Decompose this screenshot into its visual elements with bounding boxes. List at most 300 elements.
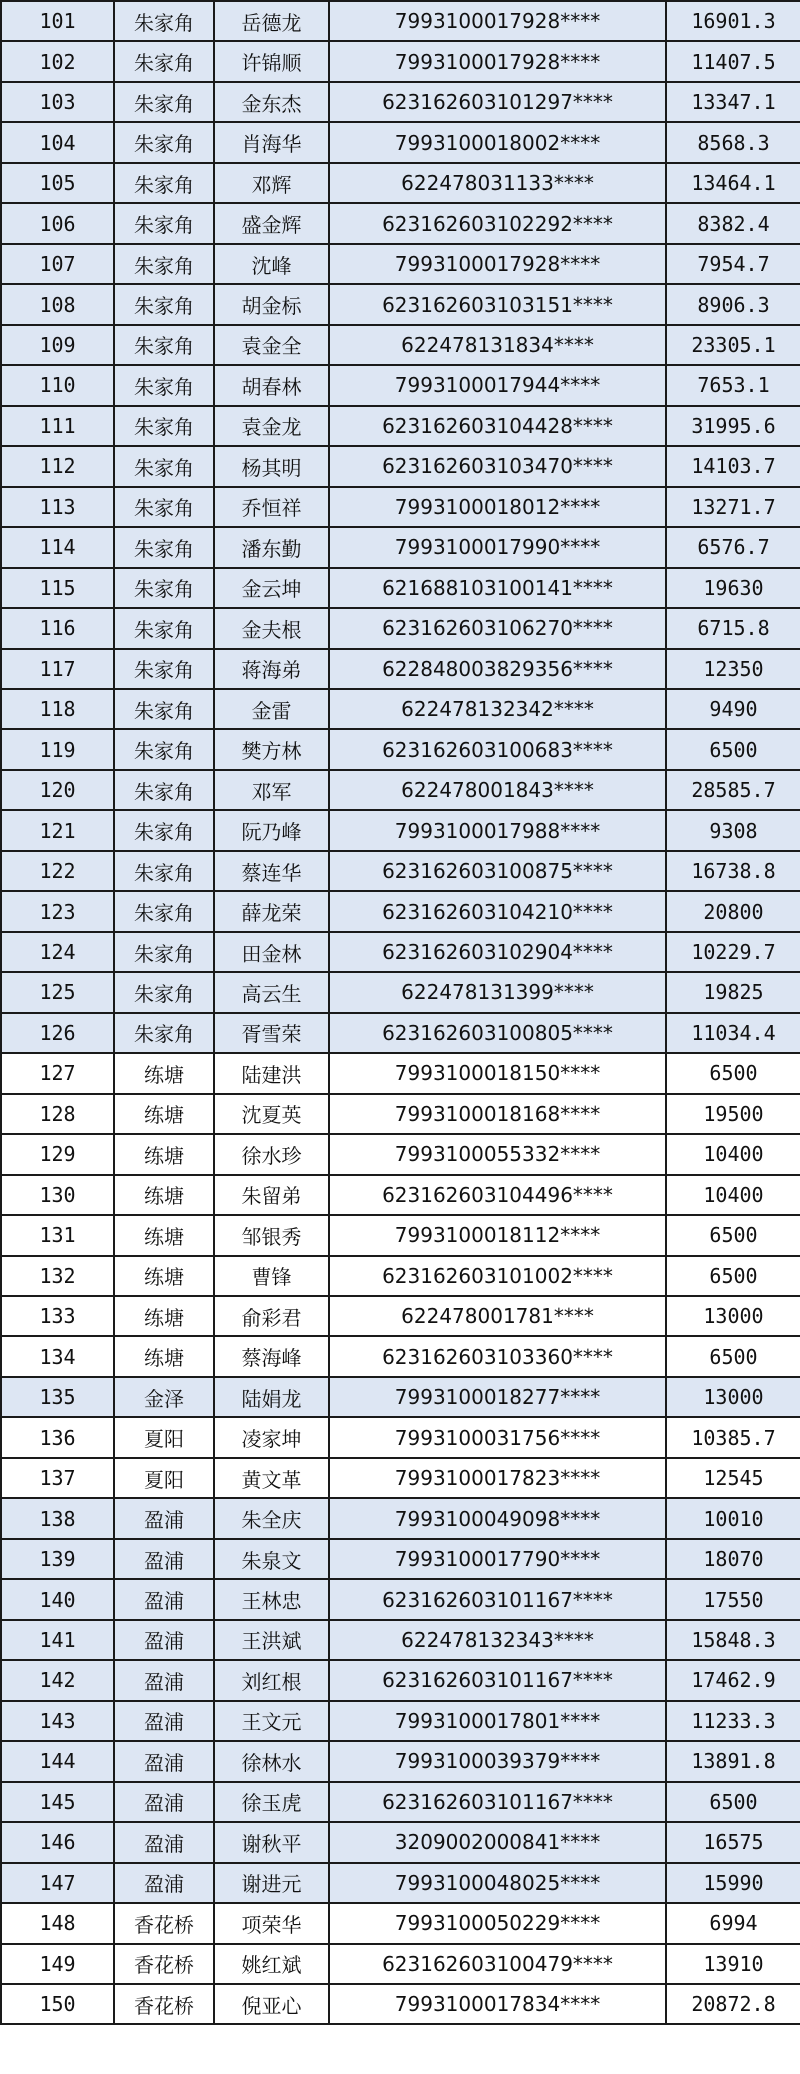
table-row <box>1 1256 800 1296</box>
name-cell: 黄文革 <box>214 1458 329 1498</box>
area-cell: 朱家角 <box>114 487 214 527</box>
amount-cell: 18070 <box>666 1539 800 1579</box>
row-number-cell: 116 <box>1 608 114 648</box>
table-row <box>1 122 800 162</box>
area-cell: 盈浦 <box>114 1579 214 1619</box>
area-cell: 练塘 <box>114 1094 214 1134</box>
table-row <box>1 1175 800 1215</box>
amount-cell: 6500 <box>666 1336 800 1376</box>
name-cell: 薛龙荣 <box>214 891 329 931</box>
area-cell: 盈浦 <box>114 1539 214 1579</box>
row-number-cell: 131 <box>1 1215 114 1255</box>
table-row <box>1 244 800 284</box>
amount-cell: 6994 <box>666 1903 800 1943</box>
row-number-cell: 104 <box>1 122 114 162</box>
account-number-cell: 7993100017928**** <box>329 41 666 81</box>
row-number-cell: 146 <box>1 1822 114 1862</box>
account-number-cell: 622478031133**** <box>329 163 666 203</box>
amount-cell: 11407.5 <box>666 41 800 81</box>
amount-cell: 13347.1 <box>666 82 800 122</box>
area-cell: 朱家角 <box>114 608 214 648</box>
table-row <box>1 1620 800 1660</box>
area-cell: 金泽 <box>114 1377 214 1417</box>
row-number-cell: 101 <box>1 1 114 41</box>
table-row <box>1 1013 800 1053</box>
table-row <box>1 932 800 972</box>
row-number-cell: 132 <box>1 1256 114 1296</box>
row-number-cell: 145 <box>1 1782 114 1822</box>
table-row <box>1 284 800 324</box>
area-cell: 朱家角 <box>114 972 214 1012</box>
area-cell: 朱家角 <box>114 810 214 850</box>
name-cell: 邓军 <box>214 770 329 810</box>
account-number-cell: 623162603100875**** <box>329 851 666 891</box>
row-number-cell: 105 <box>1 163 114 203</box>
account-number-cell: 7993100018277**** <box>329 1377 666 1417</box>
account-number-cell: 7993100050229**** <box>329 1903 666 1943</box>
amount-cell: 13271.7 <box>666 487 800 527</box>
account-number-cell: 622478001843**** <box>329 770 666 810</box>
area-cell: 朱家角 <box>114 568 214 608</box>
account-number-cell: 7993100017990**** <box>329 527 666 567</box>
table-row <box>1 608 800 648</box>
name-cell: 邓辉 <box>214 163 329 203</box>
account-number-cell: 7993100017928**** <box>329 244 666 284</box>
table-row <box>1 1458 800 1498</box>
name-cell: 曹锋 <box>214 1256 329 1296</box>
amount-cell: 12350 <box>666 649 800 689</box>
amount-cell: 10010 <box>666 1498 800 1538</box>
account-number-cell: 7993100017944**** <box>329 365 666 405</box>
table-row <box>1 1053 800 1093</box>
name-cell: 高云生 <box>214 972 329 1012</box>
account-number-cell: 7993100055332**** <box>329 1134 666 1174</box>
area-cell: 朱家角 <box>114 406 214 446</box>
area-cell: 盈浦 <box>114 1701 214 1741</box>
name-cell: 俞彩君 <box>214 1296 329 1336</box>
row-number-cell: 130 <box>1 1175 114 1215</box>
area-cell: 盈浦 <box>114 1660 214 1700</box>
row-number-cell: 135 <box>1 1377 114 1417</box>
account-number-cell: 7993100017928**** <box>329 1 666 41</box>
table-row <box>1 972 800 1012</box>
account-number-cell: 623162603104496**** <box>329 1175 666 1215</box>
table-row <box>1 1741 800 1781</box>
row-number-cell: 115 <box>1 568 114 608</box>
account-number-cell: 623162603100805**** <box>329 1013 666 1053</box>
amount-cell: 6500 <box>666 1256 800 1296</box>
row-number-cell: 136 <box>1 1417 114 1457</box>
row-number-cell: 117 <box>1 649 114 689</box>
amount-cell: 9308 <box>666 810 800 850</box>
amount-cell: 17462.9 <box>666 1660 800 1700</box>
table-row <box>1 1903 800 1943</box>
table-body <box>1 1 800 2024</box>
name-cell: 王文元 <box>214 1701 329 1741</box>
area-cell: 朱家角 <box>114 1013 214 1053</box>
name-cell: 樊方林 <box>214 729 329 769</box>
table-row <box>1 1579 800 1619</box>
name-cell: 金夫根 <box>214 608 329 648</box>
amount-cell: 16575 <box>666 1822 800 1862</box>
name-cell: 沈峰 <box>214 244 329 284</box>
amount-cell: 8906.3 <box>666 284 800 324</box>
name-cell: 肖海华 <box>214 122 329 162</box>
row-number-cell: 108 <box>1 284 114 324</box>
account-number-cell: 7993100017790**** <box>329 1539 666 1579</box>
account-number-cell: 622478132342**** <box>329 689 666 729</box>
name-cell: 胡春林 <box>214 365 329 405</box>
table-row <box>1 568 800 608</box>
table-row <box>1 1498 800 1538</box>
name-cell: 金雷 <box>214 689 329 729</box>
account-number-cell: 7993100049098**** <box>329 1498 666 1538</box>
account-number-cell: 623162603103151**** <box>329 284 666 324</box>
amount-cell: 13000 <box>666 1296 800 1336</box>
account-number-cell: 7993100018150**** <box>329 1053 666 1093</box>
table-row <box>1 649 800 689</box>
amount-cell: 9490 <box>666 689 800 729</box>
account-number-cell: 7993100018112**** <box>329 1215 666 1255</box>
name-cell: 金东杰 <box>214 82 329 122</box>
area-cell: 朱家角 <box>114 851 214 891</box>
row-number-cell: 112 <box>1 446 114 486</box>
area-cell: 练塘 <box>114 1296 214 1336</box>
amount-cell: 13891.8 <box>666 1741 800 1781</box>
row-number-cell: 113 <box>1 487 114 527</box>
row-number-cell: 123 <box>1 891 114 931</box>
row-number-cell: 122 <box>1 851 114 891</box>
table-row <box>1 1296 800 1336</box>
table-row <box>1 406 800 446</box>
row-number-cell: 121 <box>1 810 114 850</box>
account-number-cell: 621688103100141**** <box>329 568 666 608</box>
area-cell: 朱家角 <box>114 891 214 931</box>
area-cell: 朱家角 <box>114 365 214 405</box>
area-cell: 朱家角 <box>114 41 214 81</box>
row-number-cell: 109 <box>1 325 114 365</box>
name-cell: 胥雪荣 <box>214 1013 329 1053</box>
area-cell: 朱家角 <box>114 1 214 41</box>
name-cell: 谢进元 <box>214 1863 329 1903</box>
table-row <box>1 527 800 567</box>
row-number-cell: 139 <box>1 1539 114 1579</box>
account-number-cell: 622478001781**** <box>329 1296 666 1336</box>
name-cell: 岳德龙 <box>214 1 329 41</box>
account-number-cell: 623162603103360**** <box>329 1336 666 1376</box>
amount-cell: 19630 <box>666 568 800 608</box>
account-number-cell: 3209002000841**** <box>329 1822 666 1862</box>
row-number-cell: 110 <box>1 365 114 405</box>
table-row <box>1 487 800 527</box>
account-number-cell: 622478132343**** <box>329 1620 666 1660</box>
name-cell: 朱留弟 <box>214 1175 329 1215</box>
name-cell: 蔡海峰 <box>214 1336 329 1376</box>
area-cell: 朱家角 <box>114 203 214 243</box>
row-number-cell: 133 <box>1 1296 114 1336</box>
row-number-cell: 107 <box>1 244 114 284</box>
name-cell: 朱全庆 <box>214 1498 329 1538</box>
name-cell: 乔恒祥 <box>214 487 329 527</box>
area-cell: 香花桥 <box>114 1903 214 1943</box>
area-cell: 盈浦 <box>114 1782 214 1822</box>
account-number-cell: 623162603100479**** <box>329 1944 666 1984</box>
row-number-cell: 120 <box>1 770 114 810</box>
row-number-cell: 150 <box>1 1984 114 2024</box>
table-row <box>1 1539 800 1579</box>
row-number-cell: 149 <box>1 1944 114 1984</box>
account-number-cell: 623162603100683**** <box>329 729 666 769</box>
name-cell: 盛金辉 <box>214 203 329 243</box>
account-number-cell: 7993100039379**** <box>329 1741 666 1781</box>
table-row <box>1 891 800 931</box>
amount-cell: 6715.8 <box>666 608 800 648</box>
row-number-cell: 138 <box>1 1498 114 1538</box>
area-cell: 盈浦 <box>114 1620 214 1660</box>
row-number-cell: 125 <box>1 972 114 1012</box>
row-number-cell: 134 <box>1 1336 114 1376</box>
amount-cell: 15990 <box>666 1863 800 1903</box>
area-cell: 朱家角 <box>114 649 214 689</box>
row-number-cell: 103 <box>1 82 114 122</box>
amount-cell: 7954.7 <box>666 244 800 284</box>
name-cell: 王洪斌 <box>214 1620 329 1660</box>
table-row <box>1 82 800 122</box>
account-number-cell: 623162603101167**** <box>329 1660 666 1700</box>
amount-cell: 15848.3 <box>666 1620 800 1660</box>
name-cell: 胡金标 <box>214 284 329 324</box>
table-row <box>1 1863 800 1903</box>
account-number-cell: 622478131399**** <box>329 972 666 1012</box>
amount-cell: 10229.7 <box>666 932 800 972</box>
amount-cell: 11233.3 <box>666 1701 800 1741</box>
name-cell: 王林忠 <box>214 1579 329 1619</box>
amount-cell: 23305.1 <box>666 325 800 365</box>
amount-cell: 28585.7 <box>666 770 800 810</box>
account-number-cell: 7993100031756**** <box>329 1417 666 1457</box>
area-cell: 朱家角 <box>114 689 214 729</box>
name-cell: 许锦顺 <box>214 41 329 81</box>
account-number-cell: 623162603104428**** <box>329 406 666 446</box>
amount-cell: 8568.3 <box>666 122 800 162</box>
row-number-cell: 118 <box>1 689 114 729</box>
area-cell: 朱家角 <box>114 932 214 972</box>
table-row <box>1 1782 800 1822</box>
account-number-cell: 7993100048025**** <box>329 1863 666 1903</box>
area-cell: 盈浦 <box>114 1741 214 1781</box>
table-row <box>1 729 800 769</box>
name-cell: 徐林水 <box>214 1741 329 1781</box>
row-number-cell: 111 <box>1 406 114 446</box>
area-cell: 朱家角 <box>114 527 214 567</box>
row-number-cell: 148 <box>1 1903 114 1943</box>
amount-cell: 12545 <box>666 1458 800 1498</box>
amount-cell: 10400 <box>666 1134 800 1174</box>
account-number-cell: 623162603102292**** <box>329 203 666 243</box>
table-row <box>1 1 800 41</box>
amount-cell: 6500 <box>666 1215 800 1255</box>
amount-cell: 16738.8 <box>666 851 800 891</box>
row-number-cell: 126 <box>1 1013 114 1053</box>
table-row <box>1 1822 800 1862</box>
account-number-cell: 7993100017834**** <box>329 1984 666 2024</box>
row-number-cell: 124 <box>1 932 114 972</box>
name-cell: 倪亚心 <box>214 1984 329 2024</box>
table-row <box>1 1377 800 1417</box>
account-number-cell: 623162603101297**** <box>329 82 666 122</box>
area-cell: 朱家角 <box>114 770 214 810</box>
table-row <box>1 1215 800 1255</box>
area-cell: 朱家角 <box>114 122 214 162</box>
area-cell: 香花桥 <box>114 1944 214 1984</box>
amount-cell: 16901.3 <box>666 1 800 41</box>
row-number-cell: 119 <box>1 729 114 769</box>
name-cell: 刘红根 <box>214 1660 329 1700</box>
amount-cell: 10385.7 <box>666 1417 800 1457</box>
table-row <box>1 446 800 486</box>
account-number-cell: 7993100017823**** <box>329 1458 666 1498</box>
amount-cell: 19500 <box>666 1094 800 1134</box>
table-row <box>1 1134 800 1174</box>
table-row <box>1 325 800 365</box>
table-row <box>1 1094 800 1134</box>
area-cell: 朱家角 <box>114 729 214 769</box>
account-number-cell: 7993100017801**** <box>329 1701 666 1741</box>
name-cell: 项荣华 <box>214 1903 329 1943</box>
name-cell: 蒋海弟 <box>214 649 329 689</box>
amount-cell: 19825 <box>666 972 800 1012</box>
amount-cell: 13910 <box>666 1944 800 1984</box>
amount-cell: 31995.6 <box>666 406 800 446</box>
table-row <box>1 41 800 81</box>
name-cell: 邹银秀 <box>214 1215 329 1255</box>
account-number-cell: 623162603104210**** <box>329 891 666 931</box>
area-cell: 朱家角 <box>114 325 214 365</box>
table-row <box>1 1417 800 1457</box>
name-cell: 陆娟龙 <box>214 1377 329 1417</box>
table-row <box>1 365 800 405</box>
table-row <box>1 851 800 891</box>
table-row <box>1 770 800 810</box>
account-number-cell: 7993100018168**** <box>329 1094 666 1134</box>
name-cell: 沈夏英 <box>214 1094 329 1134</box>
row-number-cell: 143 <box>1 1701 114 1741</box>
area-cell: 朱家角 <box>114 244 214 284</box>
amount-cell: 6500 <box>666 1053 800 1093</box>
name-cell: 姚红斌 <box>214 1944 329 1984</box>
amount-cell: 14103.7 <box>666 446 800 486</box>
name-cell: 袁金全 <box>214 325 329 365</box>
area-cell: 盈浦 <box>114 1863 214 1903</box>
row-number-cell: 147 <box>1 1863 114 1903</box>
table-row <box>1 163 800 203</box>
area-cell: 盈浦 <box>114 1498 214 1538</box>
row-number-cell: 128 <box>1 1094 114 1134</box>
name-cell: 徐玉虎 <box>214 1782 329 1822</box>
amount-cell: 8382.4 <box>666 203 800 243</box>
name-cell: 凌家坤 <box>214 1417 329 1457</box>
amount-cell: 10400 <box>666 1175 800 1215</box>
name-cell: 蔡连华 <box>214 851 329 891</box>
row-number-cell: 144 <box>1 1741 114 1781</box>
amount-cell: 7653.1 <box>666 365 800 405</box>
name-cell: 田金林 <box>214 932 329 972</box>
account-number-cell: 7993100018002**** <box>329 122 666 162</box>
account-number-cell: 622848003829356**** <box>329 649 666 689</box>
amount-cell: 13464.1 <box>666 163 800 203</box>
account-number-cell: 7993100018012**** <box>329 487 666 527</box>
area-cell: 练塘 <box>114 1256 214 1296</box>
area-cell: 盈浦 <box>114 1822 214 1862</box>
name-cell: 杨其明 <box>214 446 329 486</box>
row-number-cell: 127 <box>1 1053 114 1093</box>
name-cell: 徐水珍 <box>214 1134 329 1174</box>
amount-cell: 6500 <box>666 729 800 769</box>
area-cell: 香花桥 <box>114 1984 214 2024</box>
area-cell: 夏阳 <box>114 1417 214 1457</box>
name-cell: 朱泉文 <box>214 1539 329 1579</box>
amount-cell: 13000 <box>666 1377 800 1417</box>
name-cell: 阮乃峰 <box>214 810 329 850</box>
account-number-cell: 7993100017988**** <box>329 810 666 850</box>
table-row <box>1 689 800 729</box>
account-number-cell: 623162603101002**** <box>329 1256 666 1296</box>
amount-cell: 11034.4 <box>666 1013 800 1053</box>
name-cell: 陆建洪 <box>214 1053 329 1093</box>
table-row <box>1 1944 800 1984</box>
area-cell: 朱家角 <box>114 163 214 203</box>
table-row <box>1 1660 800 1700</box>
table-row <box>1 1336 800 1376</box>
row-number-cell: 141 <box>1 1620 114 1660</box>
table-row <box>1 1701 800 1741</box>
amount-cell: 6500 <box>666 1782 800 1822</box>
row-number-cell: 140 <box>1 1579 114 1619</box>
account-number-cell: 623162603101167**** <box>329 1782 666 1822</box>
row-number-cell: 142 <box>1 1660 114 1700</box>
area-cell: 朱家角 <box>114 446 214 486</box>
amount-cell: 20800 <box>666 891 800 931</box>
name-cell: 潘东勤 <box>214 527 329 567</box>
account-number-cell: 623162603106270**** <box>329 608 666 648</box>
area-cell: 练塘 <box>114 1175 214 1215</box>
row-number-cell: 106 <box>1 203 114 243</box>
table-row <box>1 1984 800 2024</box>
area-cell: 练塘 <box>114 1053 214 1093</box>
amount-cell: 17550 <box>666 1579 800 1619</box>
area-cell: 夏阳 <box>114 1458 214 1498</box>
account-number-cell: 622478131834**** <box>329 325 666 365</box>
area-cell: 练塘 <box>114 1336 214 1376</box>
row-number-cell: 129 <box>1 1134 114 1174</box>
amount-cell: 6576.7 <box>666 527 800 567</box>
area-cell: 朱家角 <box>114 82 214 122</box>
account-number-cell: 623162603101167**** <box>329 1579 666 1619</box>
table-row <box>1 203 800 243</box>
name-cell: 金云坤 <box>214 568 329 608</box>
account-number-cell: 623162603103470**** <box>329 446 666 486</box>
area-cell: 朱家角 <box>114 284 214 324</box>
name-cell: 谢秋平 <box>214 1822 329 1862</box>
name-cell: 袁金龙 <box>214 406 329 446</box>
table-row <box>1 810 800 850</box>
row-number-cell: 102 <box>1 41 114 81</box>
amount-cell: 20872.8 <box>666 1984 800 2024</box>
area-cell: 练塘 <box>114 1215 214 1255</box>
account-number-cell: 623162603102904**** <box>329 932 666 972</box>
row-number-cell: 114 <box>1 527 114 567</box>
area-cell: 练塘 <box>114 1134 214 1174</box>
